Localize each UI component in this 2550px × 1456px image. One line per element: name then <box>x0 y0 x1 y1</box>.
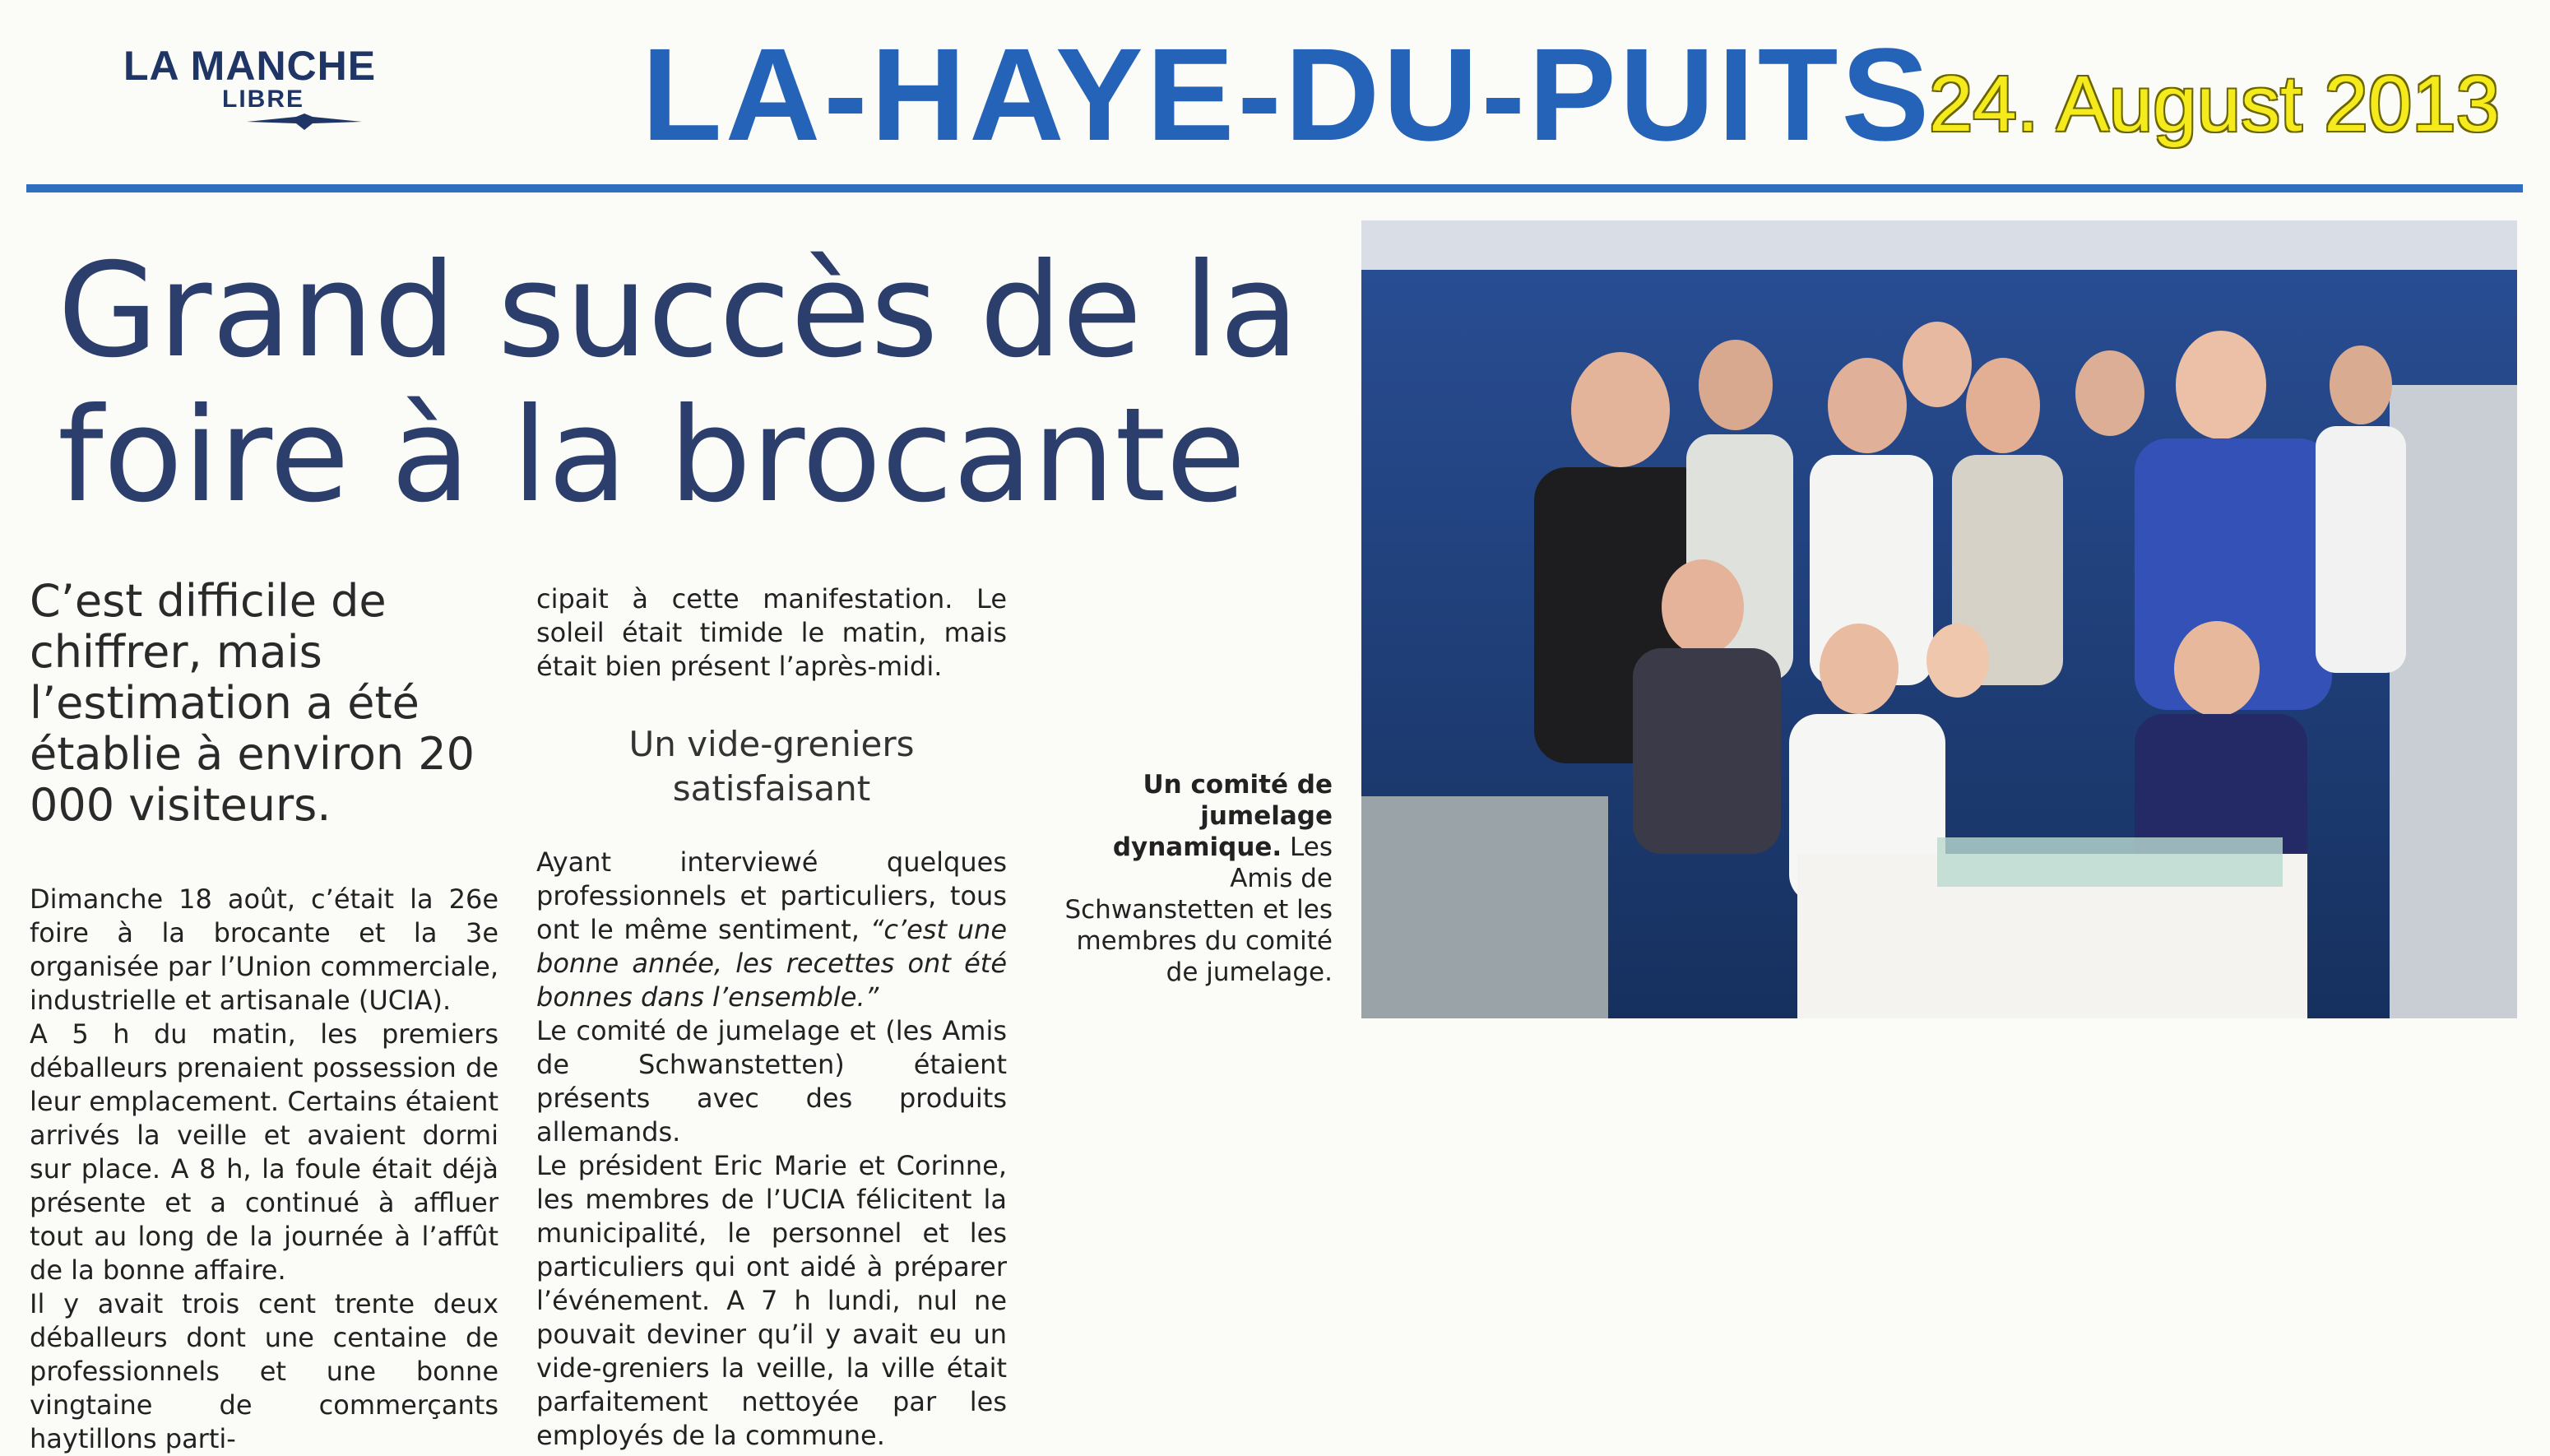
headline <box>58 235 1324 531</box>
paragraph: A 5 h du matin, les premiers déballeurs prenaient possession de leur emplacement. Certains étaient arrivés la veille et avaient dormi sur place. A 8 h, la foule était déjà présente et a continué à affluer tout au long de la journée à l’affût de la bonne affaire. <box>30 1018 498 1286</box>
lead-paragraph: C’est difficile de chiffrer, mais l’estimation a été établie à environ 20 000 visiteurs. <box>30 575 475 831</box>
caption-bold: Un comité de jumelage dynamique. <box>1112 770 1333 862</box>
paragraph: Le comité de jumelage et (les Amis de Schwanstetten) étaient présents avec des produits allemands. <box>536 1015 1007 1148</box>
headline-line1: Grand succès de la <box>58 235 1300 387</box>
logo-wing-icon <box>247 114 362 130</box>
subheading-line1: Un vide-greniers <box>628 724 915 764</box>
photo-caption <box>1045 769 1333 988</box>
paragraph: Dimanche 18 août, c’était la 26e foire à la brocante et la 3e organisée par l’Union commerciale, industrielle et artisanale (UCIA). <box>30 883 498 1016</box>
town-title: LA-HAYE-DU-PUITS <box>642 21 1933 168</box>
newspaper-logo <box>123 43 403 133</box>
date-label: 24. August 2013 <box>1929 60 2500 148</box>
logo-line1: LA MANCHE <box>123 43 377 89</box>
article-column-2 <box>536 846 1007 1453</box>
quote: “c’est une bonne année, les recettes ont été bonnes dans l’ensemble.” <box>536 914 1008 1013</box>
paragraph: Le président Eric Marie et Corinne, les membres de l’UCIA félicitent la municipalité, le personnel et les particuliers qui ont aidé à préparer l’événement. A 7 h lundi, nul ne pouvait deviner qu’il y avait eu un vide-greniers la veille, la ville était parfaitement nettoyée par les employés de la commune. <box>536 1150 1007 1451</box>
paragraph-text: Ayant interviewé quelques professionnels et particuliers, tous ont le même sentiment, <box>536 846 1007 945</box>
article-column-2-top <box>536 582 1007 684</box>
paragraph <box>536 846 1007 1014</box>
caption-text: Les Amis de Schwanstetten et les membres du comité de jumelage. <box>1064 832 1333 987</box>
headline-line2: foire à la brocante <box>58 380 1246 531</box>
article-column-1 <box>30 883 498 1456</box>
subheading <box>536 722 1007 811</box>
photo-illustration <box>1361 220 2517 1018</box>
subheading-line2: satisfaisant <box>672 768 871 809</box>
paragraph: cipait à cette manifestation. Le soleil était timide le matin, mais était bien présent l’après-midi. <box>536 583 1007 682</box>
paragraph: Il y avait trois cent trente deux déballeurs dont une centaine de professionnels et une bonne vingtaine de commerçants haytillons parti- <box>30 1288 498 1454</box>
group-photo <box>1361 220 2517 1018</box>
header-rule <box>26 184 2523 192</box>
logo-line2: LIBRE <box>222 86 304 113</box>
